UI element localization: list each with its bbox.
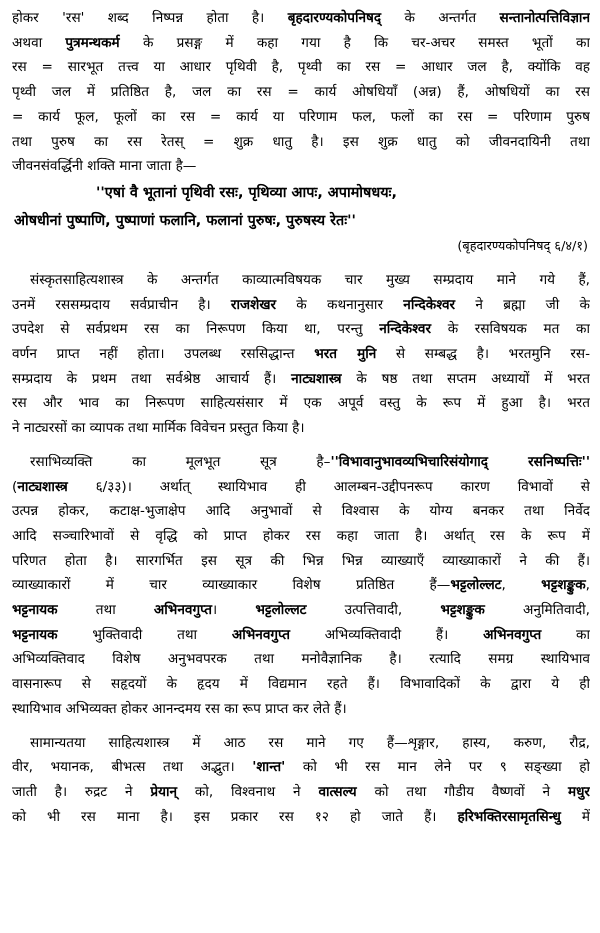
text-line: (नाट्यशास्त्र ६/३३)। अर्थात् स्थायिभाव ही आलम्बन-उद्दीपनरूप कारण विभावों से	[12, 478, 590, 495]
text-line: उनमें रससम्प्रदाय सर्वप्राचीन है। राजशेखर के कथनानुसार नन्दिकेश्वर ने ब्रह्मा जी के	[12, 296, 590, 313]
text-line: वासनारूप से सहृदयों के हृदय में विद्यमान रहते हैं। विभावादिकों के द्वारा ये ही	[12, 676, 590, 693]
text-line: पृथ्वी जल में प्रतिष्ठित है, जल का रस = कार्य ओषधियाँ (अन्न) हैं, ओषधियों का रस	[12, 84, 590, 101]
text-line: अभिव्यक्तिवाद विशेष अनुभवपरक तथा मनोवैज्ञानिक है। रत्यादि समग्र स्थायिभाव	[12, 651, 590, 668]
text-line: होकर 'रस' शब्द निष्पन्न होता है। बृहदारण्यकोपनिषद् के अन्तर्गत सन्तानोत्पत्तिविज्ञान	[12, 10, 590, 26]
text-line: संस्कृतसाहित्यशास्त्र के अन्तर्गत काव्यात्मविषयक चार मुख्य सम्प्रदाय माने गये हैं,	[30, 271, 590, 288]
text-line: परिणत होता है। सारगर्भित इस सूत्र की भिन्न भिन्न व्याख्याएँ व्याख्याकारों ने की हैं।	[12, 552, 590, 569]
paragraph-santanotpatti	[12, 6, 590, 179]
text-line: स्थायिभाव अभिव्यक्त होकर आनन्दमय रस का रूप प्राप्त कर लेते हैं।	[12, 700, 347, 717]
text-line: जीवनसंवर्द्धिनी शक्ति माना जाता है—	[12, 158, 197, 175]
quote-line: ''एषां वै भूतानां पृथिवी रसः, पृथिव्या आपः, अपामोषधयः,	[96, 184, 397, 201]
text-line: सामान्यतया साहित्यशास्त्र में आठ रस माने गए हैं—शृङ्गार, हास्य, करुण, रौद्र,	[30, 734, 590, 751]
text-line: ने नाट्यरसों का व्यापक तथा मार्मिक विवेचन प्रस्तुत किया है।	[12, 420, 305, 437]
paragraph-rasa-count	[12, 731, 590, 830]
text-line: भट्टनायक भुक्तिवादी तथा अभिनवगुप्त अभिव्यक्तिवादी हैं। अभिनवगुप्त का	[12, 626, 590, 643]
quote-citation: (बृहदारण्यकोपनिषद् ६/४/१)	[457, 238, 588, 254]
text-line: वीर, भयानक, बीभत्स तथा अद्भुत। 'शान्त' को भी रस मान लेने पर ९ सङ्ख्या हो	[12, 759, 590, 776]
paragraph-rasa-sutra	[12, 450, 590, 722]
text-line: उत्पन्न होकर, कटाक्ष-भुजाक्षेप आदि अनुभावों से विश्वास के योग्य बनकर तथा निर्वेद	[12, 503, 590, 520]
text-line: अथवा पुत्रमन्थकर्म के प्रसङ्ग में कहा गया है कि चर-अचर समस्त भूतों का	[12, 34, 590, 51]
text-line: उपदेश से सर्वप्रथम रस का निरूपण किया था, परन्तु नन्दिकेश्वर के रसविषयक मत का	[12, 321, 590, 338]
text-line: व्याख्याकारों में चार व्याख्याकार विशेष प्रतिष्ठित हैं—भट्टलोल्लट, भट्टशङ्कुक,	[12, 577, 590, 594]
text-line: तथा पुरुष का रस रेतस् = शुक्र धातु है। इस शुक्र धातु को जीवनदायिनी तथा	[12, 133, 590, 150]
text-line: वर्णन प्राप्त नहीं होता। उपलब्ध रससिद्धान्त भरत मुनि से सम्बद्ध है। भरतमुनि रस-	[12, 346, 590, 363]
paragraph-rasa-sampradaya	[12, 268, 590, 441]
text-line: रसाभिव्यक्ति का मूलभूत सूत्र है–''विभावानुभावव्यभिचारिसंयोगाद् रसनिष्पत्तिः''	[30, 453, 590, 470]
upanishad-quote-block	[12, 179, 590, 259]
text-line: रस = सारभूत तत्त्व या आधार पृथिवी है, पृथ्वी का रस = आधार जल है, क्योंकि वह	[12, 59, 590, 76]
text-line: को भी रस माना है। इस प्रकार रस १२ हो जाते हैं। हरिभक्तिरसामृतसिन्धु में	[12, 808, 590, 825]
text-line: जाती है। रुद्रट ने प्रेयान् को, विश्वनाथ ने वात्सल्य को तथा गौडीय वैष्णवों ने मधुर	[12, 783, 590, 800]
text-line: आदि सञ्चारिभावों से वृद्धि को प्राप्त होकर रस कहा जाता है। अर्थात् रस के रूप में	[12, 527, 590, 544]
text-line: भट्टनायक तथा अभिनवगुप्त। भट्टलोल्लट उत्पत्तिवादी, भट्टशङ्कुक अनुमितिवादी,	[12, 602, 590, 619]
quote-line: ओषधीनां पुष्पाणि, पुष्पाणां फलानि, फलानां पुरुषः, पुरुषस्य रेतः''	[14, 212, 356, 229]
text-line: = कार्य फूल, फूलों का रस = कार्य या परिणाम फल, फलों का रस = परिणाम पुरुष	[12, 108, 590, 125]
text-line: सम्प्रदाय के प्रथम तथा सर्वश्रेष्ठ आचार्य हैं। नाट्यशास्त्र के षष्ठ तथा सप्तम अध्यायों में भरत	[12, 370, 590, 387]
text-line: रस और भाव का निरूपण साहित्यसंसार में एक अपूर्व वस्तु के रूप में हुआ है। भरत	[12, 395, 590, 412]
